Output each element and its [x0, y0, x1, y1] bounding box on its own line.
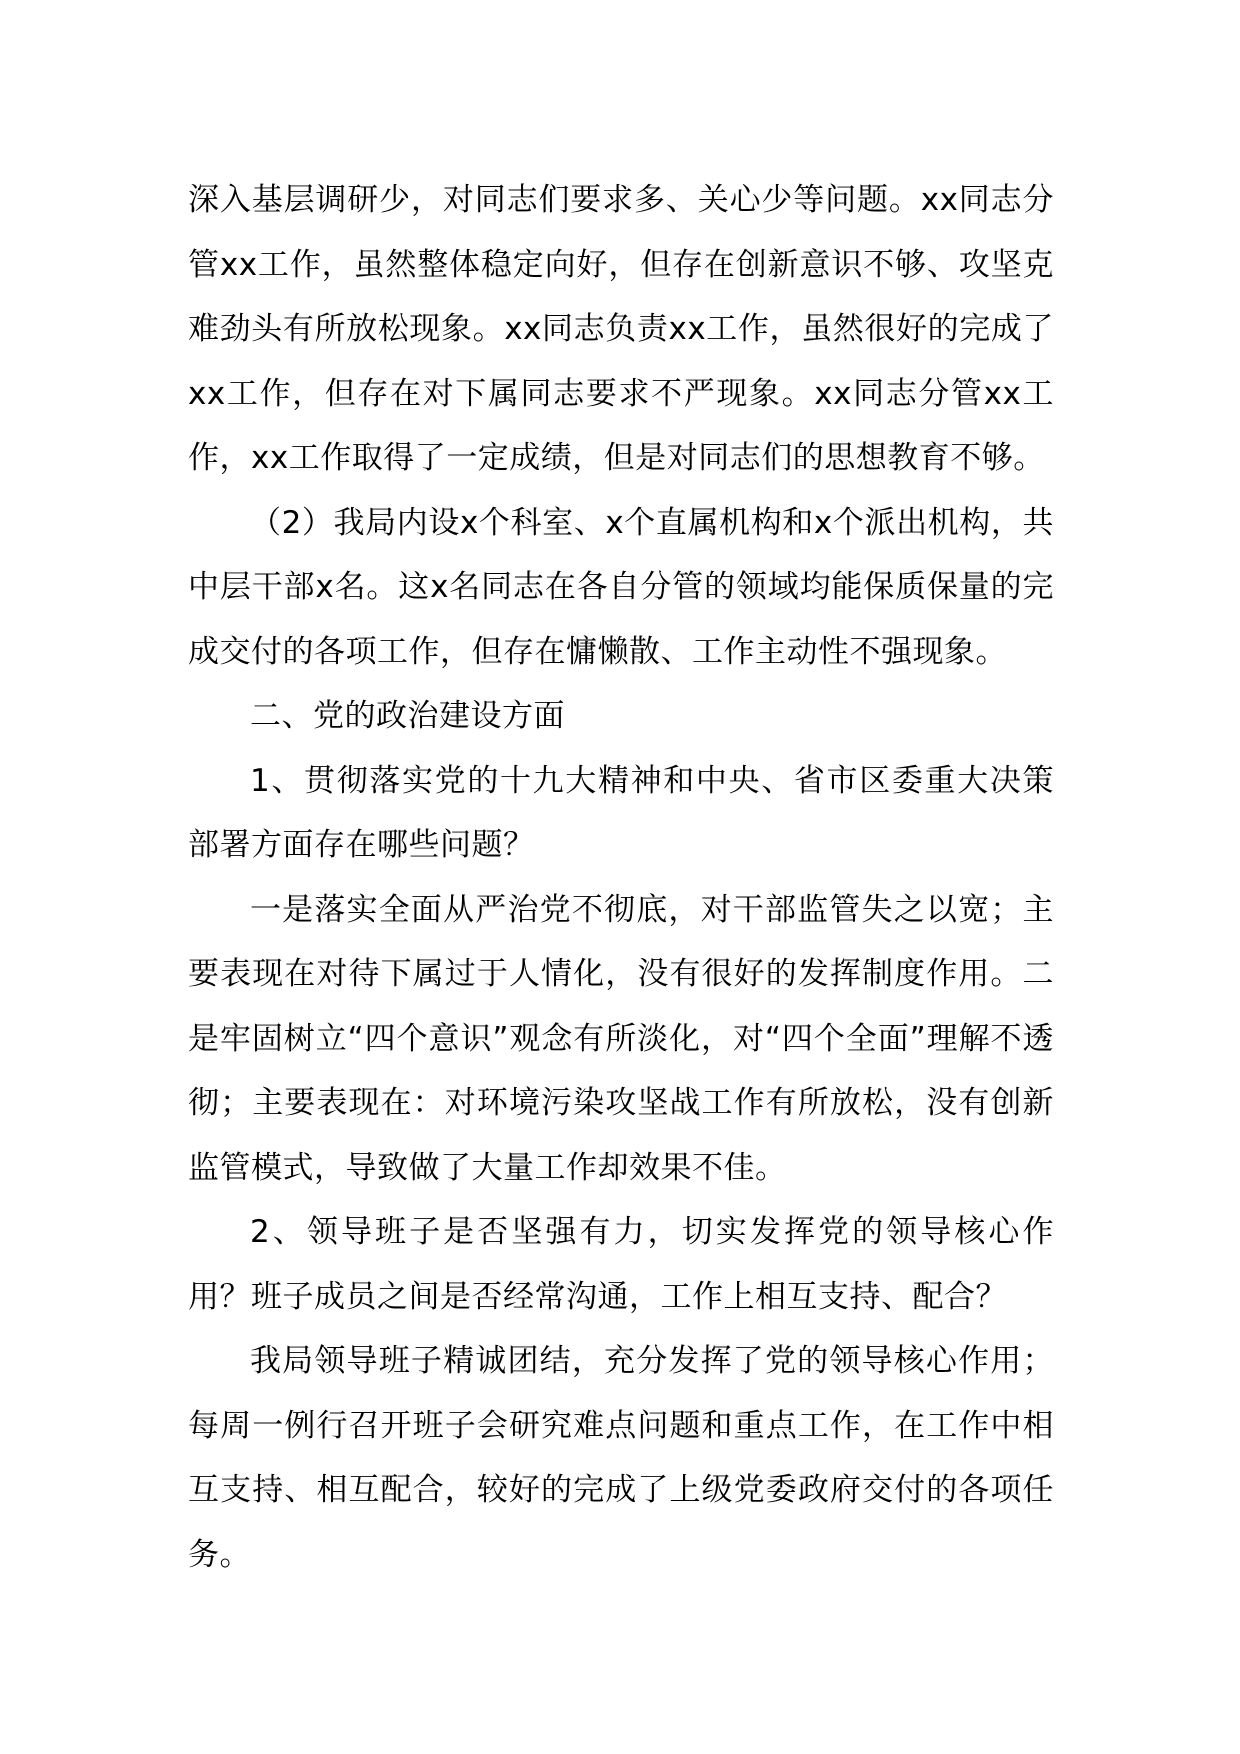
- document-body: [188, 168, 1054, 1587]
- paragraph-continuation: 深入基层调研少，对同志们要求多、关心少等问题。xx同志分管xx工作，虽然整体稳定向好，但存在创新意识不够、攻坚克难劲头有所放松现象。xx同志负责xx工作，虽然很好的完成了xx工作，但存在对下属同志要求不严现象。xx同志分管xx工作，xx工作取得了一定成绩，但是对同志们的思想教育不够。: [188, 182, 1054, 476]
- question-2: 2、领导班子是否坚强有力，切实发挥党的领导核心作用？班子成员之间是否经常沟通，工作上相互支持、配合？: [188, 1214, 1054, 1315]
- question-1: 1、贯彻落实党的十九大精神和中央、省市区委重大决策部署方面存在哪些问题？: [188, 762, 1054, 863]
- paragraph-mid-level-cadres: （2）我局内设x个科室、x个直属机构和x个派出机构，共中层干部x名。这x名同志在各自分管的领域均能保质保量的完成交付的各项工作，但存在慵懒散、工作主动性不强现象。: [188, 504, 1054, 670]
- answer-2: 我局领导班子精诚团结，充分发挥了党的领导核心作用；每周一例行召开班子会研究难点问题和重点工作，在工作中相互支持、相互配合，较好的完成了上级党委政府交付的各项任务。: [188, 1343, 1054, 1573]
- section-heading-political-construction: 二、党的政治建设方面: [250, 698, 565, 734]
- answer-1: 一是落实全面从严治党不彻底，对干部监管失之以宽；主要表现在对待下属过于人情化，没有很好的发挥制度作用。二是牢固树立“四个意识”观念有所淡化，对“四个全面”理解不透彻；主要表现在：对环境污染攻坚战工作有所放松，没有创新监管模式，导致做了大量工作却效果不佳。: [188, 891, 1054, 1186]
